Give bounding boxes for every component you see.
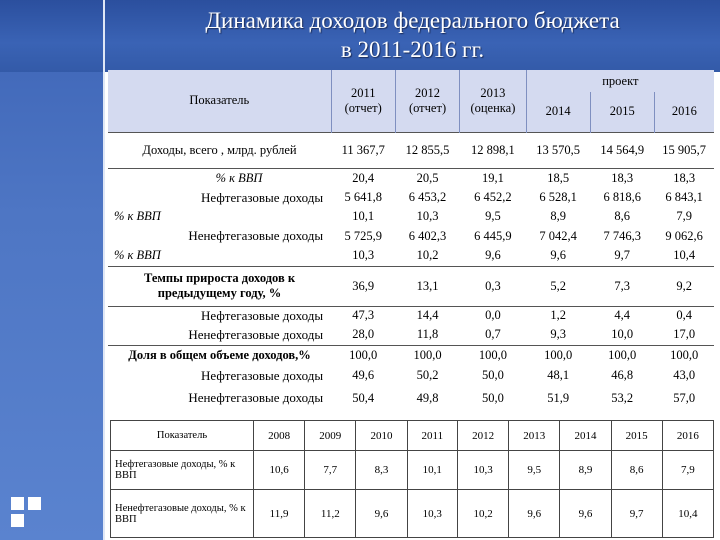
table-row <box>108 325 714 345</box>
cell: 7 746,3 <box>603 228 641 243</box>
decor-square-2 <box>28 497 41 510</box>
year-header: 2009 <box>305 421 356 451</box>
year-label: 2013 <box>480 85 506 100</box>
cell: 9,3 <box>526 325 590 345</box>
row-label: Ненефтегазовые доходы, % к ВВП <box>111 490 254 538</box>
cell: 50,4 <box>352 390 375 405</box>
year-header-2015: 2015 <box>590 92 654 132</box>
cell: 18,5 <box>547 170 570 185</box>
cell: 0,7 <box>460 325 526 345</box>
header-row-1 <box>108 70 714 92</box>
header-row <box>111 421 714 451</box>
cell: 43,0 <box>673 368 696 382</box>
cell: 0,4 <box>676 308 692 323</box>
cell: 9,2 <box>654 266 714 306</box>
left-panel <box>0 0 104 540</box>
cell: 53,2 <box>611 390 634 405</box>
row-label: Доля в общем объеме доходов,% <box>128 347 311 362</box>
cell: 28,0 <box>331 325 395 345</box>
year-header: 2015 <box>611 421 662 451</box>
row-label: Нефтегазовые доходы, % к ВВП <box>111 451 254 490</box>
cell: 18,3 <box>611 170 634 185</box>
cell: 51,9 <box>547 390 570 405</box>
cell: 9,5 <box>509 451 560 490</box>
cell: 8,9 <box>560 451 611 490</box>
cell: 6 402,3 <box>408 228 447 243</box>
table-row <box>111 490 714 538</box>
row-label: Ненефтегазовые доходы <box>188 228 324 243</box>
cell: 47,3 <box>352 308 375 323</box>
cell: 46,8 <box>611 368 634 382</box>
cell: 13,1 <box>395 266 459 306</box>
cell: 14 564,9 <box>590 132 654 168</box>
cell: 7,7 <box>305 451 356 490</box>
title-line-1: Динамика доходов федерального бюджета <box>205 8 620 33</box>
cell: 10,4 <box>654 246 714 266</box>
cell: 8,6 <box>614 209 631 223</box>
cell: 10,3 <box>331 246 395 266</box>
cell: 10,3 <box>407 490 457 538</box>
cell: 4,4 <box>614 308 631 323</box>
cell: 0,0 <box>485 308 501 323</box>
year-header-2011 <box>331 70 395 132</box>
year-header: 2014 <box>560 421 611 451</box>
cell: 100,0 <box>349 347 378 362</box>
cell: 9,6 <box>356 490 407 538</box>
cell: 7 042,4 <box>539 228 577 243</box>
year-header-2013 <box>460 70 526 132</box>
cell: 20,4 <box>352 170 375 185</box>
row-label: % к ВВП <box>108 246 331 266</box>
cell: 10,3 <box>457 451 508 490</box>
cell: 9,6 <box>526 246 590 266</box>
table-row <box>108 365 714 386</box>
year-note: (оценка) <box>470 100 516 115</box>
title-line-2: в 2011-2016 гг. <box>340 37 485 62</box>
cell: 12 855,5 <box>395 132 459 168</box>
year-header: 2010 <box>356 421 407 451</box>
table-row <box>108 188 714 207</box>
cell: 20,5 <box>416 170 439 185</box>
row-label: Нефтегазовые доходы <box>201 367 324 383</box>
cell: 50,2 <box>416 368 439 382</box>
cell: 18,3 <box>673 170 696 185</box>
slide-title <box>105 6 720 64</box>
cell: 7,3 <box>590 266 654 306</box>
cell: 100,0 <box>544 347 573 362</box>
cell: 14,4 <box>416 308 439 323</box>
table-row <box>108 246 714 266</box>
project-header: проект <box>526 70 714 92</box>
row-label: Темпы прироста доходов к предыдущему году, % <box>108 266 331 306</box>
gdp-share-table <box>110 420 714 538</box>
indicator-header: Показатель <box>111 421 254 451</box>
cell: 5 641,8 <box>344 190 382 204</box>
cell: 17,0 <box>654 325 714 345</box>
cell: 48,1 <box>547 368 570 382</box>
year-header-2012 <box>395 70 459 132</box>
cell: 7,9 <box>662 451 713 490</box>
cell: 100,0 <box>670 347 699 362</box>
cell: 9,6 <box>560 490 611 538</box>
cell: 1,2 <box>550 308 566 323</box>
cell: 8,6 <box>611 451 662 490</box>
cell: 8,3 <box>356 451 407 490</box>
cell: 6 453,2 <box>408 190 447 204</box>
table-row <box>108 226 714 246</box>
decor-square-1 <box>11 497 24 510</box>
year-note: (отчет) <box>408 100 447 115</box>
row-label: Нефтегазовые доходы <box>201 307 324 323</box>
row-label: % к ВВП <box>215 170 263 185</box>
cell: 9,7 <box>611 490 662 538</box>
cell: 6 843,1 <box>665 190 703 204</box>
cell: 6 452,2 <box>474 190 512 204</box>
cell: 10,1 <box>352 209 375 223</box>
cell: 10,2 <box>457 490 508 538</box>
cell: 13 570,5 <box>526 132 590 168</box>
cell: 11,9 <box>254 490 305 538</box>
cell: 100,0 <box>608 347 637 362</box>
row-label: Ненефтегазовые доходы <box>108 325 331 345</box>
row-label: Ненефтегазовые доходы <box>188 390 324 405</box>
cell: 10,2 <box>395 246 459 266</box>
table-row <box>108 306 714 325</box>
year-label: 2011 <box>350 85 376 100</box>
row-label: % к ВВП <box>114 209 161 223</box>
cell: 11,8 <box>395 325 459 345</box>
cell: 49,6 <box>352 368 375 382</box>
cell: 10,1 <box>407 451 457 490</box>
table-row <box>108 266 714 306</box>
cell: 9,6 <box>460 246 526 266</box>
cell: 10,3 <box>416 209 439 223</box>
cell: 12 898,1 <box>460 132 526 168</box>
cell: 7,9 <box>676 209 692 223</box>
year-header: 2016 <box>662 421 713 451</box>
cell: 6 528,1 <box>539 190 577 204</box>
year-header-2016: 2016 <box>654 92 714 132</box>
table-row <box>108 386 714 410</box>
year-note: (отчет) <box>344 100 382 115</box>
row-label: Доходы, всего , млрд. рублей <box>108 132 331 168</box>
indicator-header: Показатель <box>108 70 331 132</box>
cell: 100,0 <box>478 347 507 362</box>
table-row <box>108 207 714 226</box>
cell: 6 818,6 <box>603 190 641 204</box>
cell: 9,5 <box>485 209 501 223</box>
cell: 9,7 <box>590 246 654 266</box>
year-label: 2012 <box>415 85 441 100</box>
revenue-table <box>108 70 714 410</box>
cell: 57,0 <box>673 390 696 405</box>
cell: 10,0 <box>590 325 654 345</box>
cell: 6 445,9 <box>474 228 512 243</box>
table-row <box>111 451 714 490</box>
cell: 50,0 <box>481 368 504 382</box>
cell: 10,4 <box>662 490 713 538</box>
year-header-2014: 2014 <box>526 92 590 132</box>
cell: 11,2 <box>305 490 356 538</box>
cell: 10,6 <box>254 451 305 490</box>
cell: 9 062,6 <box>665 228 703 243</box>
table-row <box>108 168 714 188</box>
year-header: 2013 <box>509 421 560 451</box>
row-label: Нефтегазовые доходы <box>201 189 324 205</box>
decor-square-3 <box>11 514 24 527</box>
cell: 5,2 <box>526 266 590 306</box>
panel-divider <box>103 0 105 540</box>
year-header: 2012 <box>457 421 508 451</box>
table-row <box>108 132 714 168</box>
cell: 9,6 <box>509 490 560 538</box>
cell: 50,0 <box>481 390 504 405</box>
cell: 8,9 <box>550 209 566 223</box>
cell: 0,3 <box>460 266 526 306</box>
cell: 11 367,7 <box>331 132 395 168</box>
cell: 5 725,9 <box>344 228 382 243</box>
cell: 49,8 <box>416 390 439 405</box>
cell: 19,1 <box>481 170 504 185</box>
cell: 15 905,7 <box>654 132 714 168</box>
cell: 36,9 <box>331 266 395 306</box>
year-header: 2011 <box>407 421 457 451</box>
cell: 100,0 <box>413 347 442 362</box>
table-row <box>108 345 714 365</box>
year-header: 2008 <box>254 421 305 451</box>
